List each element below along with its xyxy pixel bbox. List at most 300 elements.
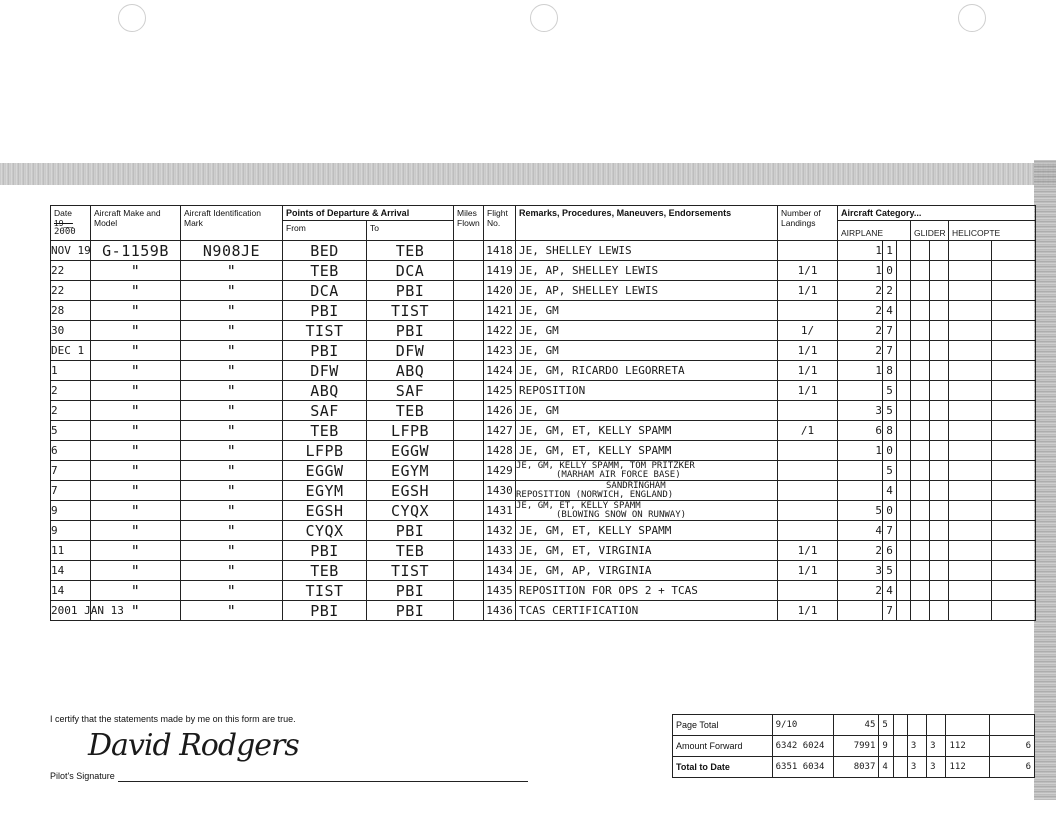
miles-cell (454, 321, 484, 341)
glider-cell (911, 261, 930, 281)
date-cell: 22 (51, 261, 91, 281)
to-cell: LFPB (367, 421, 454, 441)
glider-cell (911, 301, 930, 321)
date-cell: 30 (51, 321, 91, 341)
airplane-hours-cell: 2 (838, 541, 883, 561)
glider-cell (911, 281, 930, 301)
remarks-cell: REPOSITION FOR OPS 2 + TCAS (516, 581, 778, 601)
glider-tenths-cell (930, 521, 949, 541)
log-row (51, 301, 1036, 321)
total-to-date-helicopter: 112 (946, 757, 990, 778)
date-cell: 14 (51, 561, 91, 581)
to-cell: PBI (367, 321, 454, 341)
helicopter-cell (949, 501, 992, 521)
model-cell: " (91, 341, 181, 361)
remarks-cell: JE, SHELLEY LEWIS (516, 241, 778, 261)
helicopter-tenths-cell (992, 301, 1036, 321)
remarks-header: Remarks, Procedures, Maneuvers, Endorsements (516, 206, 778, 241)
landings-cell (778, 501, 838, 521)
airplane-hours-cell (838, 461, 883, 481)
to-header: To (367, 221, 454, 241)
remarks-cell (516, 461, 778, 481)
helicopter-tenths-cell (992, 241, 1036, 261)
helicopter-tenths-cell (992, 261, 1036, 281)
remarks-cell (516, 501, 778, 521)
ident-cell: N908JE (181, 241, 283, 261)
airplane-hours-cell: 2 (838, 341, 883, 361)
from-cell: DCA (283, 281, 367, 301)
from-cell: TEB (283, 561, 367, 581)
airplane-tenths-cell: 8 (883, 361, 897, 381)
ident-cell: " (181, 521, 283, 541)
date-cell: NOV 19 (51, 241, 91, 261)
glider-cell (911, 461, 930, 481)
to-cell: TIST (367, 301, 454, 321)
airplane-hours-cell: 2 (838, 281, 883, 301)
remarks-text: JE, GM, KELLY SPAMM, TOM PRITZKER (516, 460, 695, 471)
miles-cell (454, 281, 484, 301)
from-cell: EGGW (283, 461, 367, 481)
to-cell: TEB (367, 541, 454, 561)
flight-cell: 1435 (484, 581, 516, 601)
model-cell: " (91, 521, 181, 541)
log-row (51, 581, 1036, 601)
flight-cell: 1432 (484, 521, 516, 541)
landings-header: Number of Landings (778, 206, 838, 241)
helicopter-cell (949, 441, 992, 461)
airplane-subheader: AIRPLANE (838, 221, 911, 241)
total-to-date-glider-tenths: 3 (927, 757, 946, 778)
airplane-hours-cell: 2 (838, 581, 883, 601)
ident-cell: " (181, 341, 283, 361)
glider-cell (911, 581, 930, 601)
glider-tenths-cell (930, 461, 949, 481)
landings-cell (778, 581, 838, 601)
glider-cell (911, 341, 930, 361)
model-cell: " (91, 261, 181, 281)
helicopter-tenths-cell (992, 401, 1036, 421)
model-cell: " (91, 581, 181, 601)
airplane-tenths-cell: 7 (883, 321, 897, 341)
airplane-hours-cell: 2 (838, 321, 883, 341)
to-cell: SAF (367, 381, 454, 401)
remarks-cell: JE, GM, RICARDO LEGORRETA (516, 361, 778, 381)
airplane-hours-cell: 2 (838, 301, 883, 321)
from-cell: SAF (283, 401, 367, 421)
to-cell: DCA (367, 261, 454, 281)
helicopter-cell (949, 261, 992, 281)
remarks-cell: REPOSITION (516, 381, 778, 401)
landings-cell (778, 481, 838, 501)
ident-cell: " (181, 361, 283, 381)
flight-cell: 1426 (484, 401, 516, 421)
model-cell: " (91, 561, 181, 581)
from-cell: TEB (283, 261, 367, 281)
remarks-cell: JE, GM, ET, VIRGINIA (516, 541, 778, 561)
airplane-extra-cell (897, 321, 911, 341)
log-row (51, 461, 1036, 481)
airplane-hours-cell (838, 381, 883, 401)
airplane-extra-cell (897, 481, 911, 501)
airplane-tenths-cell: 0 (883, 501, 897, 521)
airplane-extra-cell (897, 281, 911, 301)
total-to-date-airplane-tenths: 4 (879, 757, 893, 778)
remarks-text: JE, GM, ET, KELLY SPAMM (516, 500, 641, 511)
helicopter-tenths-cell (992, 341, 1036, 361)
airplane-tenths-cell: 5 (883, 381, 897, 401)
signature-line (118, 781, 528, 782)
miles-cell (454, 401, 484, 421)
airplane-hours-cell: 1 (838, 441, 883, 461)
landings-cell: 1/1 (778, 341, 838, 361)
from-cell: BED (283, 241, 367, 261)
glider-tenths-cell (930, 441, 949, 461)
glider-cell (911, 601, 930, 621)
landings-cell: 1/1 (778, 281, 838, 301)
to-cell: ABQ (367, 361, 454, 381)
log-row (51, 381, 1036, 401)
flight-cell: 1419 (484, 261, 516, 281)
glider-tenths-cell (930, 381, 949, 401)
date-cell: 6 (51, 441, 91, 461)
ident-cell: " (181, 321, 283, 341)
scan-edge-band (0, 163, 1056, 185)
miles-cell (454, 581, 484, 601)
to-cell: PBI (367, 521, 454, 541)
log-row (51, 421, 1036, 441)
glider-tenths-cell (930, 401, 949, 421)
glider-subheader: GLIDER (911, 221, 949, 241)
helicopter-cell (949, 481, 992, 501)
airplane-extra-cell (897, 241, 911, 261)
date-cell: DEC 1 (51, 341, 91, 361)
amount-forward-glider-tenths: 3 (927, 736, 946, 757)
miles-cell (454, 561, 484, 581)
flight-cell: 1427 (484, 421, 516, 441)
helicopter-tenths-cell (992, 441, 1036, 461)
helicopter-tenths-cell (992, 281, 1036, 301)
model-cell: " (91, 461, 181, 481)
airplane-extra-cell (897, 381, 911, 401)
helicopter-cell (949, 541, 992, 561)
helicopter-cell (949, 361, 992, 381)
punch-hole-center (530, 4, 558, 32)
glider-tenths-cell (930, 421, 949, 441)
flight-cell: 1431 (484, 501, 516, 521)
from-cell: PBI (283, 341, 367, 361)
remarks-cell: JE, GM (516, 341, 778, 361)
from-cell: TEB (283, 421, 367, 441)
flight-cell: 1425 (484, 381, 516, 401)
to-cell: PBI (367, 581, 454, 601)
glider-cell (911, 401, 930, 421)
date-cell: 1 (51, 361, 91, 381)
helicopter-cell (949, 461, 992, 481)
airplane-hours-cell (838, 601, 883, 621)
helicopter-tenths-cell (992, 421, 1036, 441)
pilot-signature-label: Pilot's Signature (50, 771, 115, 781)
flight-cell: 1421 (484, 301, 516, 321)
glider-cell (911, 521, 930, 541)
from-cell: PBI (283, 541, 367, 561)
remarks-cell: JE, GM, AP, VIRGINIA (516, 561, 778, 581)
landings-cell: 1/1 (778, 561, 838, 581)
ident-cell: " (181, 281, 283, 301)
helicopter-cell (949, 281, 992, 301)
make-model-header: Aircraft Make and Model (91, 206, 181, 241)
glider-cell (911, 381, 930, 401)
landings-cell: 1/1 (778, 381, 838, 401)
flight-cell: 1422 (484, 321, 516, 341)
date-cell: 9 (51, 501, 91, 521)
helicopter-subheader: HELICOPTE (949, 221, 1036, 241)
page-total-row (673, 715, 1035, 736)
helicopter-tenths-cell (992, 521, 1036, 541)
ident-cell: " (181, 301, 283, 321)
from-cell: PBI (283, 601, 367, 621)
miles-cell (454, 461, 484, 481)
helicopter-cell (949, 401, 992, 421)
pilot-signature: David Rodgers (88, 728, 299, 763)
remarks-upper-note: SANDRINGHAM (606, 480, 666, 491)
airplane-tenths-cell: 0 (883, 441, 897, 461)
ident-cell: " (181, 381, 283, 401)
miles-cell (454, 301, 484, 321)
log-row (51, 541, 1036, 561)
landings-cell: 1/ (778, 321, 838, 341)
airplane-extra-cell (897, 441, 911, 461)
page-total-airplane-tenths: 5 (879, 715, 893, 736)
flight-cell: 1418 (484, 241, 516, 261)
date-cell: 9 (51, 521, 91, 541)
airplane-hours-cell: 1 (838, 361, 883, 381)
log-row (51, 401, 1036, 421)
date-cell: 7 (51, 481, 91, 501)
amount-forward-helicopter: 112 (946, 736, 990, 757)
airplane-hours-cell: 4 (838, 521, 883, 541)
landings-cell: /1 (778, 421, 838, 441)
points-header: Points of Departure & Arrival (283, 206, 454, 221)
from-cell: PBI (283, 301, 367, 321)
glider-tenths-cell (930, 241, 949, 261)
amount-forward-glider: 3 (907, 736, 926, 757)
flight-cell: 1433 (484, 541, 516, 561)
airplane-tenths-cell: 7 (883, 521, 897, 541)
from-cell: TIST (283, 581, 367, 601)
to-cell: DFW (367, 341, 454, 361)
model-cell: " (91, 481, 181, 501)
date-cell: 11 (51, 541, 91, 561)
remarks-cell: JE, GM, ET, KELLY SPAMM (516, 441, 778, 461)
ident-cell: " (181, 541, 283, 561)
landings-cell (778, 521, 838, 541)
log-row (51, 561, 1036, 581)
airplane-extra-cell (897, 341, 911, 361)
date-cell: 2 (51, 381, 91, 401)
airplane-tenths-cell: 6 (883, 541, 897, 561)
amount-forward-row (673, 736, 1035, 757)
total-to-date-label: Total to Date (673, 757, 773, 778)
log-row (51, 501, 1036, 521)
landings-cell: 1/1 (778, 261, 838, 281)
to-cell: PBI (367, 601, 454, 621)
airplane-hours-cell: 3 (838, 401, 883, 421)
log-row (51, 281, 1036, 301)
remarks-subnote: (MARHAM AIR FORCE BASE) (556, 469, 681, 480)
to-cell: TEB (367, 401, 454, 421)
helicopter-cell (949, 581, 992, 601)
amount-forward-extra: 6 (990, 736, 1035, 757)
airplane-hours-cell: 5 (838, 501, 883, 521)
miles-cell (454, 421, 484, 441)
page-total-label: Page Total (673, 715, 773, 736)
glider-tenths-cell (930, 341, 949, 361)
airplane-hours-cell: 1 (838, 241, 883, 261)
helicopter-cell (949, 381, 992, 401)
model-cell: " (91, 441, 181, 461)
landings-cell: 1/1 (778, 541, 838, 561)
helicopter-cell (949, 521, 992, 541)
helicopter-tenths-cell (992, 321, 1036, 341)
from-cell: EGSH (283, 501, 367, 521)
log-row (51, 521, 1036, 541)
airplane-hours-cell: 6 (838, 421, 883, 441)
date-cell: 5 (51, 421, 91, 441)
ident-cell: " (181, 481, 283, 501)
glider-tenths-cell (930, 361, 949, 381)
helicopter-tenths-cell (992, 541, 1036, 561)
landings-cell (778, 241, 838, 261)
date-cell: 14 (51, 581, 91, 601)
airplane-extra-cell (897, 301, 911, 321)
scan-right-edge (1034, 160, 1056, 800)
to-cell: EGGW (367, 441, 454, 461)
miles-cell (454, 541, 484, 561)
remarks-cell: JE, AP, SHELLEY LEWIS (516, 261, 778, 281)
from-cell: EGYM (283, 481, 367, 501)
model-cell: " (91, 321, 181, 341)
model-cell: " (91, 601, 181, 621)
remarks-text: REPOSITION (NORWICH, ENGLAND) (516, 489, 674, 500)
remarks-cell: JE, GM (516, 321, 778, 341)
airplane-extra-cell (897, 261, 911, 281)
glider-tenths-cell (930, 481, 949, 501)
airplane-hours-cell (838, 481, 883, 501)
model-cell: " (91, 421, 181, 441)
flight-cell: 1436 (484, 601, 516, 621)
date-cell: 7 (51, 461, 91, 481)
airplane-tenths-cell: 5 (883, 401, 897, 421)
remarks-cell: JE, GM (516, 301, 778, 321)
model-cell: " (91, 301, 181, 321)
model-cell: " (91, 281, 181, 301)
helicopter-tenths-cell (992, 461, 1036, 481)
remarks-cell: JE, GM (516, 401, 778, 421)
airplane-extra-cell (897, 561, 911, 581)
date-cell: 22 (51, 281, 91, 301)
total-to-date-glider: 3 (907, 757, 926, 778)
model-cell: " (91, 401, 181, 421)
glider-cell (911, 441, 930, 461)
helicopter-tenths-cell (992, 381, 1036, 401)
to-cell: EGSH (367, 481, 454, 501)
airplane-tenths-cell: 2 (883, 281, 897, 301)
airplane-extra-cell (897, 521, 911, 541)
landings-cell (778, 401, 838, 421)
to-cell: EGYM (367, 461, 454, 481)
airplane-hours-cell: 3 (838, 561, 883, 581)
helicopter-cell (949, 561, 992, 581)
landings-cell (778, 301, 838, 321)
miles-cell (454, 521, 484, 541)
log-row (51, 361, 1036, 381)
ident-header: Aircraft Identification Mark (181, 206, 283, 241)
model-cell: " (91, 541, 181, 561)
ident-cell: " (181, 461, 283, 481)
airplane-extra-cell (897, 541, 911, 561)
glider-tenths-cell (930, 601, 949, 621)
totals-table (672, 714, 1035, 778)
log-row (51, 321, 1036, 341)
remarks-cell: JE, GM, ET, KELLY SPAMM (516, 421, 778, 441)
remarks-cell: JE, GM, ET, KELLY SPAMM (516, 521, 778, 541)
certify-text: I certify that the statements made by me on this form are true. (50, 714, 296, 724)
miles-cell (454, 501, 484, 521)
logbook-table (50, 205, 1036, 621)
airplane-tenths-cell: 8 (883, 421, 897, 441)
log-row (51, 481, 1036, 501)
helicopter-tenths-cell (992, 561, 1036, 581)
glider-tenths-cell (930, 561, 949, 581)
model-cell: G-1159B (91, 241, 181, 261)
glider-cell (911, 561, 930, 581)
helicopter-tenths-cell (992, 501, 1036, 521)
category-header: Aircraft Category... (838, 206, 1036, 221)
remarks-cell (516, 481, 778, 501)
glider-tenths-cell (930, 581, 949, 601)
glider-cell (911, 361, 930, 381)
from-cell: ABQ (283, 381, 367, 401)
to-cell: PBI (367, 281, 454, 301)
miles-cell (454, 361, 484, 381)
remarks-subnote: (BLOWING SNOW ON RUNWAY) (556, 509, 687, 520)
airplane-extra-cell (897, 401, 911, 421)
airplane-hours-cell: 1 (838, 261, 883, 281)
punch-hole-right (958, 4, 986, 32)
ident-cell: " (181, 421, 283, 441)
landings-cell: 1/1 (778, 601, 838, 621)
glider-cell (911, 241, 930, 261)
model-cell: " (91, 381, 181, 401)
glider-cell (911, 321, 930, 341)
log-row (51, 261, 1036, 281)
miles-cell (454, 601, 484, 621)
flight-cell: 1434 (484, 561, 516, 581)
glider-cell (911, 421, 930, 441)
helicopter-cell (949, 601, 992, 621)
helicopter-cell (949, 301, 992, 321)
glider-tenths-cell (930, 281, 949, 301)
airplane-tenths-cell: 4 (883, 481, 897, 501)
remarks-cell: TCAS CERTIFICATION (516, 601, 778, 621)
total-to-date-airplane: 8037 (833, 757, 879, 778)
ident-cell: " (181, 501, 283, 521)
log-row (51, 441, 1036, 461)
flight-cell: 1429 (484, 461, 516, 481)
amount-forward-airplane: 7991 (833, 736, 879, 757)
helicopter-cell (949, 421, 992, 441)
helicopter-tenths-cell (992, 581, 1036, 601)
